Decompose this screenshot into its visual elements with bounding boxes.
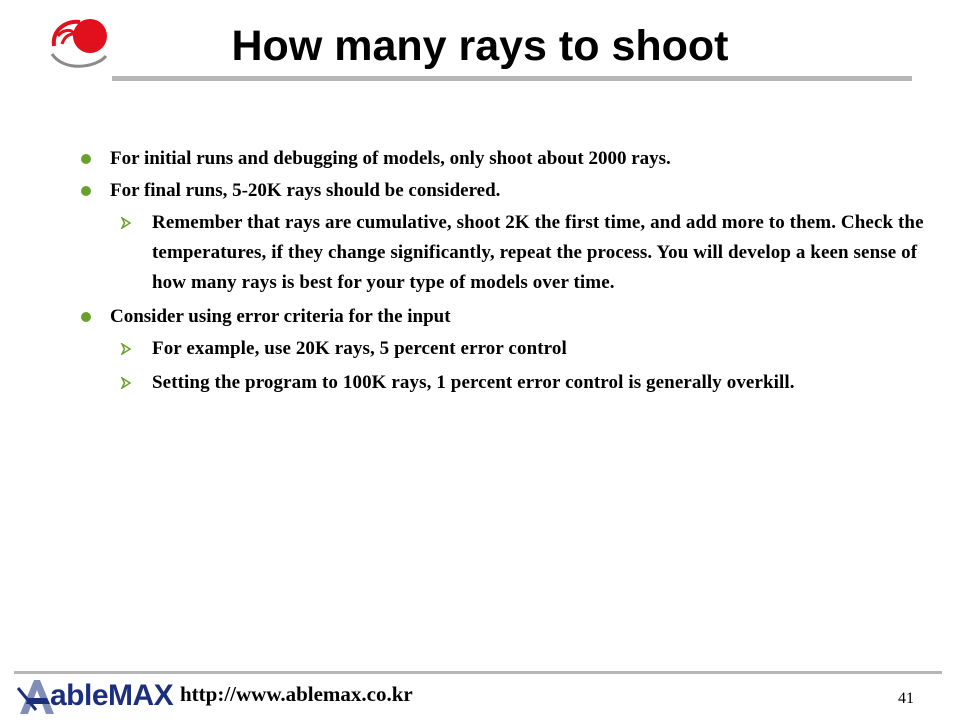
bullet-text: For final runs, 5-20K rays should be considered. xyxy=(110,180,501,201)
round-bullet-icon xyxy=(81,186,91,196)
bullet-text: Consider using error criteria for the input xyxy=(110,306,451,327)
arrowhead-bullet-icon xyxy=(120,343,132,355)
round-bullet-icon xyxy=(81,312,91,322)
slide-title: How many rays to shoot xyxy=(231,22,729,70)
sub-bullet-item xyxy=(152,208,928,298)
title-divider xyxy=(112,76,912,81)
bullet-item xyxy=(78,302,928,332)
page-number: 41 xyxy=(898,690,914,707)
ablemax-logo xyxy=(16,676,173,716)
sub-bullet-text: Remember that rays are cumulative, shoot 2K the first time, and add more to them. Check the temperatures, if they change significantly, repeat the process. You will develop a keen sense of how many rays is best for your type of models over time. xyxy=(152,212,924,293)
arrowhead-bullet-icon xyxy=(120,217,132,229)
sub-bullet-text: For example, use 20K rays, 5 percent error control xyxy=(152,338,567,359)
sub-bullet-text: Setting the program to 100K rays, 1 percent error control is generally overkill. xyxy=(152,372,795,393)
sub-bullet-item xyxy=(152,368,928,398)
round-bullet-icon xyxy=(81,154,91,164)
footer-divider xyxy=(14,671,942,674)
sub-bullet-item xyxy=(152,334,928,364)
arrowhead-bullet-icon xyxy=(120,377,132,389)
logo-wordmark: ableMAX xyxy=(50,679,174,712)
bullet-item xyxy=(78,144,928,174)
bullet-item xyxy=(78,176,928,206)
bullet-list xyxy=(78,144,928,398)
bullet-text: For initial runs and debugging of models, only shoot about 2000 rays. xyxy=(110,148,671,169)
footer-url[interactable]: http://www.ablemax.co.kr xyxy=(180,682,413,706)
